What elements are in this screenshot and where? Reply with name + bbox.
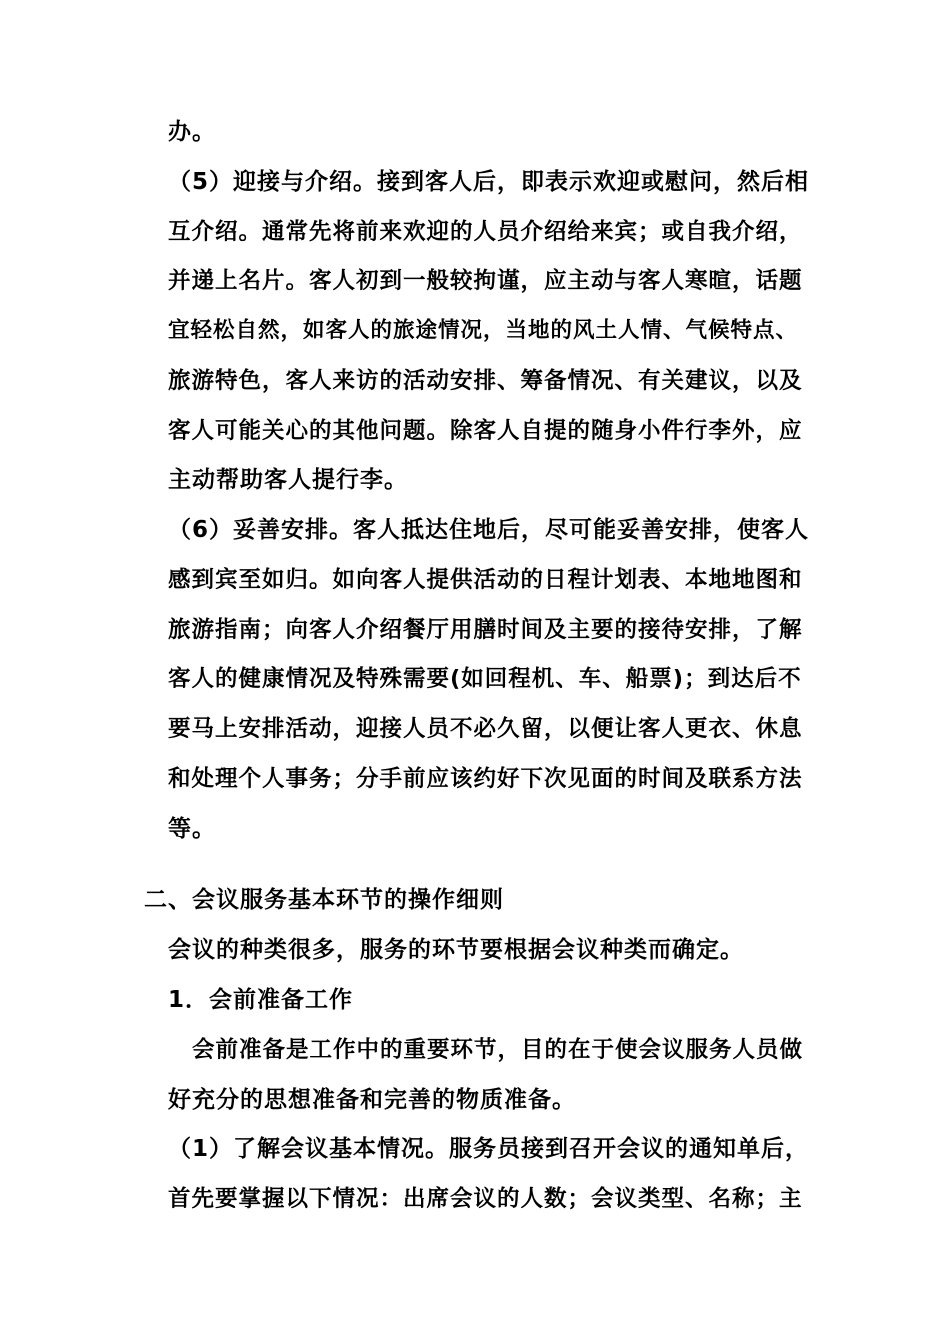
text-line: 和处理个人事务；分手前应该约好下次见面的时间及联系方法 [168, 766, 803, 792]
text-line: 会前准备是工作中的重要环节，目的在于使会议服务人员做 [192, 1037, 804, 1063]
text-line: 客人可能关心的其他问题。除客人自提的随身小件行李外，应 [168, 418, 803, 444]
text-line: 宜轻松自然，如客人的旅途情况，当地的风土人情、气候特点、 [168, 318, 799, 343]
text-line: 首先要掌握以下情况：出席会议的人数；会议类型、名称；主 [168, 1186, 803, 1212]
text-line: 好充分的思想准备和完善的物质准备。 [168, 1087, 576, 1113]
text-line: 互介绍。通常先将前来欢迎的人员介绍给来宾；或自我介绍， [168, 219, 803, 245]
text-line: 会议的种类很多，服务的环节要根据会议种类而确定。 [168, 937, 744, 963]
text-line: 等。 [168, 816, 216, 842]
text-line: （6）妥善安排。客人抵达住地后，尽可能妥善安排，使客人 [168, 517, 810, 543]
section-heading: 二、会议服务基本环节的操作细则 [144, 887, 504, 913]
subsection-heading: 1．会前准备工作 [168, 987, 354, 1013]
text-line: 办。 [168, 119, 216, 145]
text-line: （1）了解会议基本情况。服务员接到召开会议的通知单后， [168, 1136, 810, 1162]
text-line: 并递上名片。客人初到一般较拘谨，应主动与客人寒暄，话题 [168, 268, 803, 294]
text-line: 感到宾至如归。如向客人提供活动的日程计划表、本地地图和 [168, 567, 803, 593]
text-line: 客人的健康情况及特殊需要(如回程机、车、船票)；到达后不 [168, 666, 802, 692]
text-line: 要马上安排活动，迎接人员不必久留，以便让客人更衣、休息 [168, 716, 803, 742]
text-line: 主动帮助客人提行李。 [168, 467, 408, 493]
text-line: （5）迎接与介绍。接到客人后，即表示欢迎或慰问，然后相 [168, 169, 810, 195]
text-line: 旅游指南；向客人介绍餐厅用膳时间及主要的接待安排，了解 [168, 617, 803, 643]
text-line: 旅游特色，客人来访的活动安排、筹备情况、有关建议，以及 [168, 368, 803, 394]
